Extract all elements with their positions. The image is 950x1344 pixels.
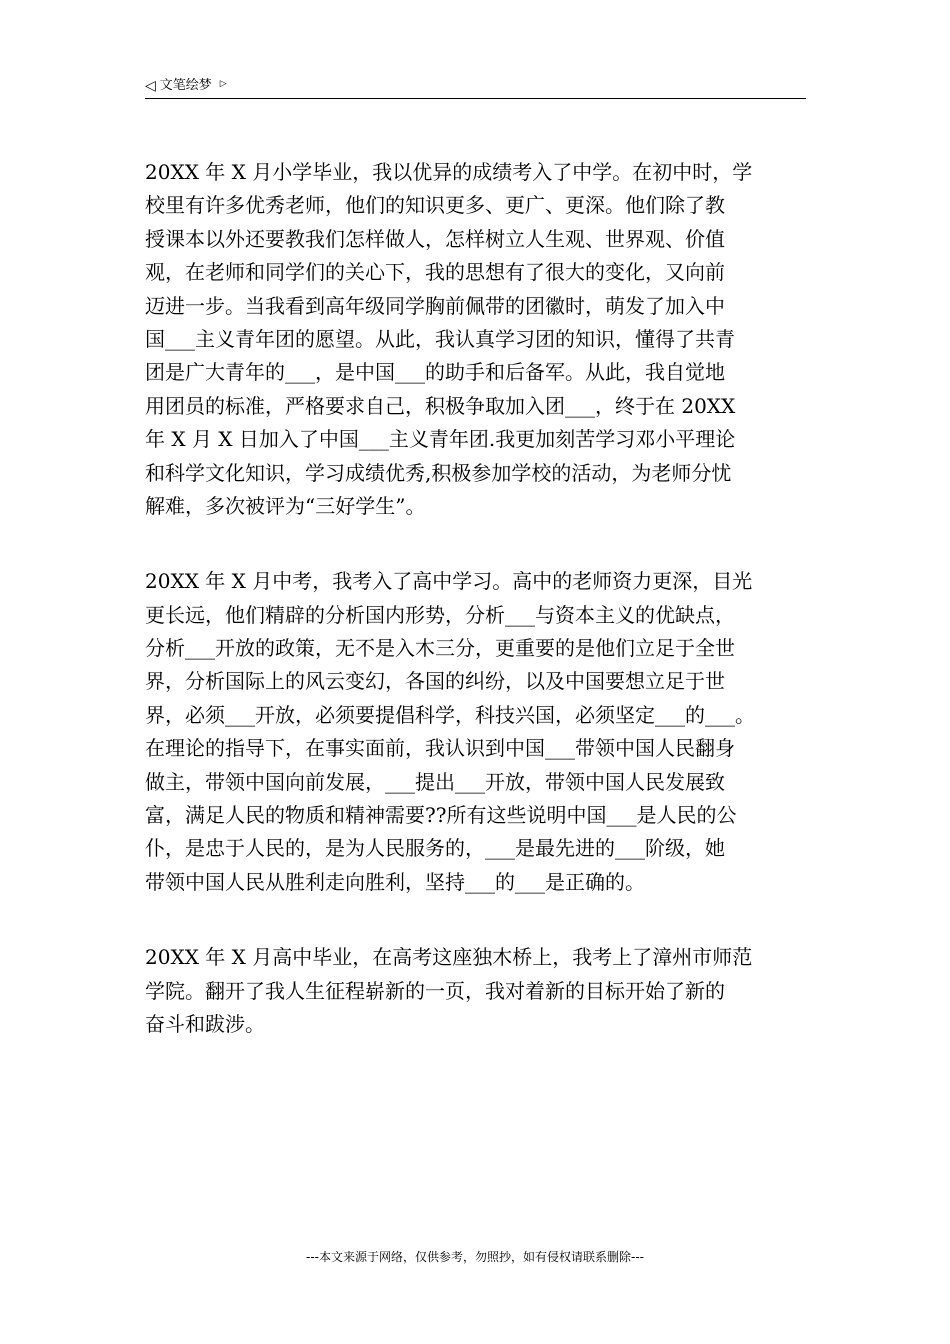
- text-line: 带领中国人民从胜利走向胜利，坚持___的___是正确的。: [145, 869, 645, 894]
- text-line: 仆，是忠于人民的，是为人民服务的，___是最先进的___阶级，她: [145, 836, 725, 861]
- paragraph-1: [145, 156, 810, 523]
- text-line: 更长远，他们精辟的分析国内形势，分析___与资本主义的优缺点，: [145, 602, 735, 627]
- text-line: 观，在老师和同学们的关心下，我的思想有了很大的变化，又向前: [145, 260, 725, 285]
- page-footer: ---本文来源于网络，仅供参考，勿照抄，如有侵权请联系删除---: [306, 1250, 644, 1264]
- text-line: 用团员的标准，严格要求自己，积极争取加入团___，终于在 20XX: [145, 393, 736, 418]
- text-line: 20XX 年 X 月中考，我考入了高中学习。高中的老师资力更深，目光: [145, 569, 753, 594]
- document-body: [145, 156, 810, 1083]
- text-line: 界，必须___开放，必须要提倡科学，科技兴国，必须坚定___的___。: [145, 702, 755, 727]
- paragraph-3: [145, 941, 810, 1041]
- text-line: 国___主义青年团的愿望。从此，我认真学习团的知识，懂得了共青: [145, 326, 735, 351]
- paragraph-2: [145, 565, 810, 899]
- text-line: 授课本以外还要教我们怎样做人，怎样树立人生观、世界观、价值: [145, 226, 725, 251]
- text-line: 在理论的指导下，在事实面前，我认识到中国___带领中国人民翻身: [145, 736, 735, 761]
- right-triangle-icon: ▷: [219, 79, 227, 89]
- text-line: 界，分析国际上的风云变幻，各国的纠纷，以及中国要想立足于世: [145, 669, 725, 694]
- text-line: 奋斗和跋涉。: [145, 1011, 265, 1036]
- text-line: 解难，多次被评为“三好学生”。: [145, 493, 426, 518]
- text-line: 团是广大青年的___，是中国___的助手和后备军。从此，我自觉地: [145, 360, 725, 385]
- text-line: 分析___开放的政策，无不是入木三分，更重要的是他们立足于全世: [145, 636, 735, 661]
- text-line: 和科学文化知识，学习成绩优秀,积极参加学校的活动，为老师分忧: [145, 460, 732, 485]
- text-line: 20XX 年 X 月小学毕业，我以优异的成绩考入了中学。在初中时，学: [145, 160, 753, 184]
- page-header: [145, 74, 806, 99]
- text-line: 年 X 月 X 日加入了中国___主义青年团.我更加刻苦学习邓小平理论: [145, 427, 736, 452]
- text-line: 学院。翻开了我人生征程崭新的一页，我对着新的目标开始了新的: [145, 978, 725, 1003]
- text-line: 20XX 年 X 月高中毕业，在高考这座独木桥上，我考上了漳州市师范: [145, 945, 753, 970]
- left-triangle-icon: ◁: [145, 78, 156, 94]
- text-line: 做主，带领中国向前发展，___提出___开放，带领中国人民发展致: [145, 769, 725, 794]
- text-line: 迈进一步。当我看到高年级同学胸前佩带的团徽时，萌发了加入中: [145, 293, 725, 318]
- text-line: 校里有许多优秀老师，他们的知识更多、更广、更深。他们除了教: [145, 193, 725, 218]
- text-line: 富，满足人民的物质和精神需要??所有这些说明中国___是人民的公: [145, 803, 737, 828]
- header-title: 文笔绘梦: [159, 78, 212, 93]
